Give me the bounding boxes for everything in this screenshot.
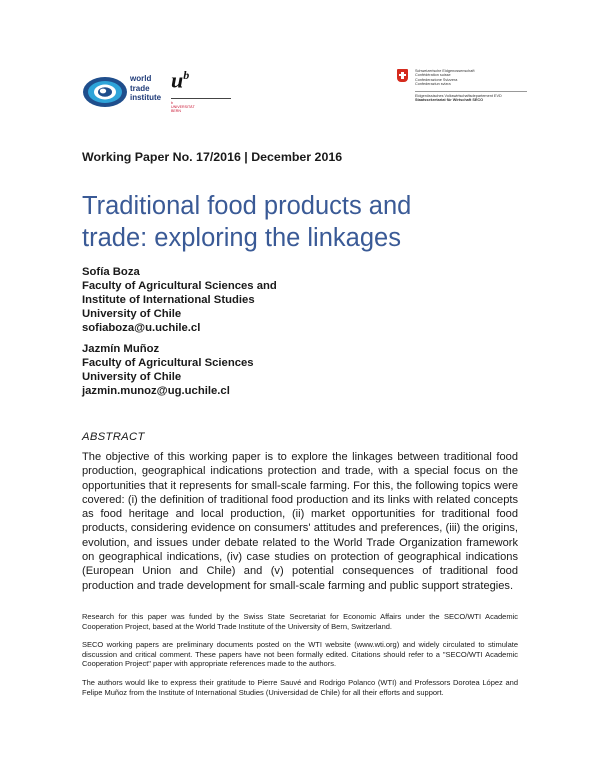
author-affiliation: Faculty of Agricultural Sciences	[82, 357, 254, 369]
footnote-funding: Research for this paper was funded by the Swiss State Secretariat for Economic Affairs under the SECO/WTI Academic Cooperation Project, based at the World Trade Institute of the University of Bern, Switzerland.	[82, 612, 518, 631]
author-name: Jazmín Muñoz	[82, 343, 160, 355]
author-block	[82, 342, 254, 398]
footnote-acknowledgements: The authors would like to express their gratitude to Pierre Sauvé and Rodrigo Polanco (WTI) and Professors Dorotea López and Felipe Muñoz from the Institute of International Studies (Universidad de Chile) for all their efforts and support.	[82, 678, 518, 697]
paper-title: Traditional food products and trade: exploring the linkages	[82, 192, 412, 252]
author-block	[82, 265, 277, 335]
abstract-text: The objective of this working paper is to explore the linkages between traditional food production, geographical indications protection and trade, with a special focus on the opportunities that it represents for small-scale farming. For this, the following topics were covered: (i) the definition of traditional food production and its links with related concepts as food heritage and local production, (ii) market opportunities for traditional food products, considering evidence on consumers' attitudes and preferences, (iii) the origins, evolution, and issues under debate related to the World Trade Organization framework on geographical indications, (iv) case studies on protection of geographical indications (European Union and Chile) and (v) potential consequences of traditional food production and trade development for small-scale farming and public support strategies.	[82, 451, 518, 592]
working-paper-number: Working Paper No. 17/2016 | December 2016	[82, 150, 343, 164]
university-of-bern-logo: $u^b$ b UNIVERSITÄT BERN	[171, 64, 189, 91]
abstract-heading: ABSTRACT	[82, 431, 145, 443]
swiss-flag-icon	[397, 69, 408, 82]
author-affiliation: University of Chile	[82, 371, 182, 383]
author-email: jazmin.munoz@ug.uchile.cl	[82, 385, 230, 397]
author-name: Sofía Boza	[82, 266, 140, 278]
author-affiliation: Faculty of Agricultural Sciences and	[82, 280, 277, 292]
author-email: sofiaboza@u.uchile.cl	[82, 322, 201, 334]
footnote-disclaimer: SECO working papers are preliminary documents posted on the WTI website (www.wti.org) and widely circulated to stimulate discussion and critical comment. These papers have not been formally edited. Citations should refer to a "SECO/WTI Academic Cooperation Project" paper with appropriate references made to the authors.	[82, 640, 518, 669]
author-affiliation: Institute of International Studies	[82, 294, 255, 306]
wti-logo-text: world trade institute	[130, 74, 162, 102]
author-affiliation: University of Chile	[82, 308, 182, 320]
